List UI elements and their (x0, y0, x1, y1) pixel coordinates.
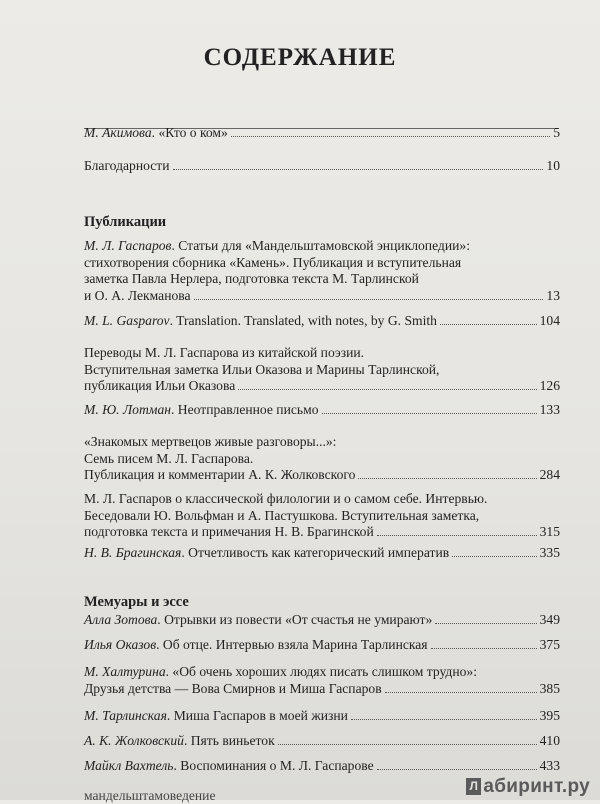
leader-dots (377, 535, 537, 536)
entry-title: Благодарности (84, 158, 170, 173)
toc-entry: Илья Оказов. Об отце. Интервью взяла Марина Тарлинская 375 (84, 637, 560, 652)
leader-dots (440, 324, 537, 325)
toc-entry: М. Тарлинская. Миша Гаспаров в моей жизни 395 (84, 708, 560, 723)
leader-dots (385, 692, 537, 693)
entry-author: М. Акимова (84, 125, 152, 140)
entry-author: M. L. Gasparov (84, 313, 170, 328)
toc-entry: А. К. Жолковский. Пять виньеток 410 (84, 733, 560, 748)
entry-author: Алла Зотова (84, 612, 158, 627)
leader-dots (431, 648, 537, 649)
toc-entry-akimova (84, 125, 560, 142)
leader-dots (452, 556, 536, 557)
entry-author: М. Ю. Лотман (84, 402, 171, 417)
entry-page-number: 13 (546, 287, 560, 303)
entry-page-number: 10 (546, 158, 560, 173)
entry-title: . «Кто о ком» (151, 125, 228, 140)
toc-entry: «Знакомых мертвецов живые разговоры...»: Семь писем М. Л. Гаспарова. Публикация и комментарии А. К. Жолковского 284 (84, 434, 560, 482)
entry-page-number: 433 (539, 758, 560, 773)
toc-entry: Переводы М. Л. Гаспарова из китайской поэзии. Вступительная заметка Ильи Оказова и Марины Тарлинской, публикация Ильи Оказова 126 (84, 345, 560, 393)
labirint-logo-icon: Л (466, 778, 481, 795)
leader-dots (238, 389, 536, 390)
entry-page-number: 104 (539, 313, 560, 328)
leader-dots (358, 478, 536, 479)
entry-author: Илья Оказов (84, 637, 157, 652)
entry-page-number: 410 (539, 733, 560, 748)
leader-dots (231, 136, 550, 137)
entry-page-number: 5 (553, 125, 560, 140)
entry-author: М. Тарлинская (84, 708, 167, 723)
entry-author: Майкл Вахтель (84, 758, 174, 773)
entry-page-number: 335 (539, 545, 560, 560)
entry-author: Н. В. Брагинская (84, 545, 182, 560)
leader-dots (322, 413, 537, 414)
entry-author: М. Халтурина (84, 664, 166, 679)
section-heading-memoirs: Мемуары и эссе (84, 594, 189, 610)
entry-page-number: 395 (539, 708, 560, 723)
toc-entry: М. Л. Гаспаров о классической филологии и о самом себе. Интервью. Беседовали Ю. Вольфман и А. Пастушкова. Вступительная заметка, подготовка текста и примечания Н. В. Брагинской 315 (84, 491, 560, 539)
leader-dots (351, 719, 537, 720)
entry-author: А. К. Жолковский (84, 733, 184, 748)
labirint-watermark (466, 776, 590, 798)
entry-page-number: 375 (539, 637, 560, 652)
entry-page-number: 284 (539, 467, 560, 482)
watermark-text: абиринт.ру (483, 776, 590, 797)
entry-author: М. Л. Гаспаров (84, 238, 172, 253)
entry-page-number: 126 (539, 378, 560, 393)
toc-entry: Майкл Вахтель. Воспоминания о М. Л. Гаспарове 433 (84, 758, 560, 773)
leader-dots (435, 623, 536, 624)
entry-page-number: 315 (539, 524, 560, 539)
leader-dots (278, 744, 537, 745)
toc-entry: М. Ю. Лотман. Неотправленное письмо 133 (84, 402, 560, 417)
leader-dots (194, 299, 544, 300)
toc-entry: Алла Зотова. Отрывки из повести «От счастья не умирают» 349 (84, 612, 560, 627)
page-title: СОДЕРЖАНИЕ (203, 44, 397, 71)
cutoff-line: мандельштамоведение (84, 788, 216, 803)
toc-entry: M. L. Gasparov. Translation. Translated, with notes, by G. Smith 104 (84, 313, 560, 328)
toc-entry-thanks (84, 158, 560, 175)
leader-dots (377, 769, 537, 770)
entry-page-number: 385 (539, 680, 560, 696)
toc-entry: Н. В. Брагинская. Отчетливость как категорический императив 335 (84, 545, 560, 560)
section-heading-publications: Публикации (84, 214, 167, 230)
entry-page-number: 133 (539, 402, 560, 417)
leader-dots (173, 169, 544, 170)
toc-entry: М. Л. Гаспаров. Статьи для «Мандельштамовской энциклопедии»: стихотворения сборника «Камень». Публикация и вступительная заметка Павла Нерлера, подготовка текста М. Тарлинской и О. А. Лекманова 13 (84, 238, 560, 303)
toc-entry: М. Халтурина. «Об очень хороших людях писать слишком трудно»: Друзья детства — Вова Смирнов и Миша Гаспаров 385 (84, 664, 560, 696)
entry-page-number: 349 (539, 612, 560, 627)
